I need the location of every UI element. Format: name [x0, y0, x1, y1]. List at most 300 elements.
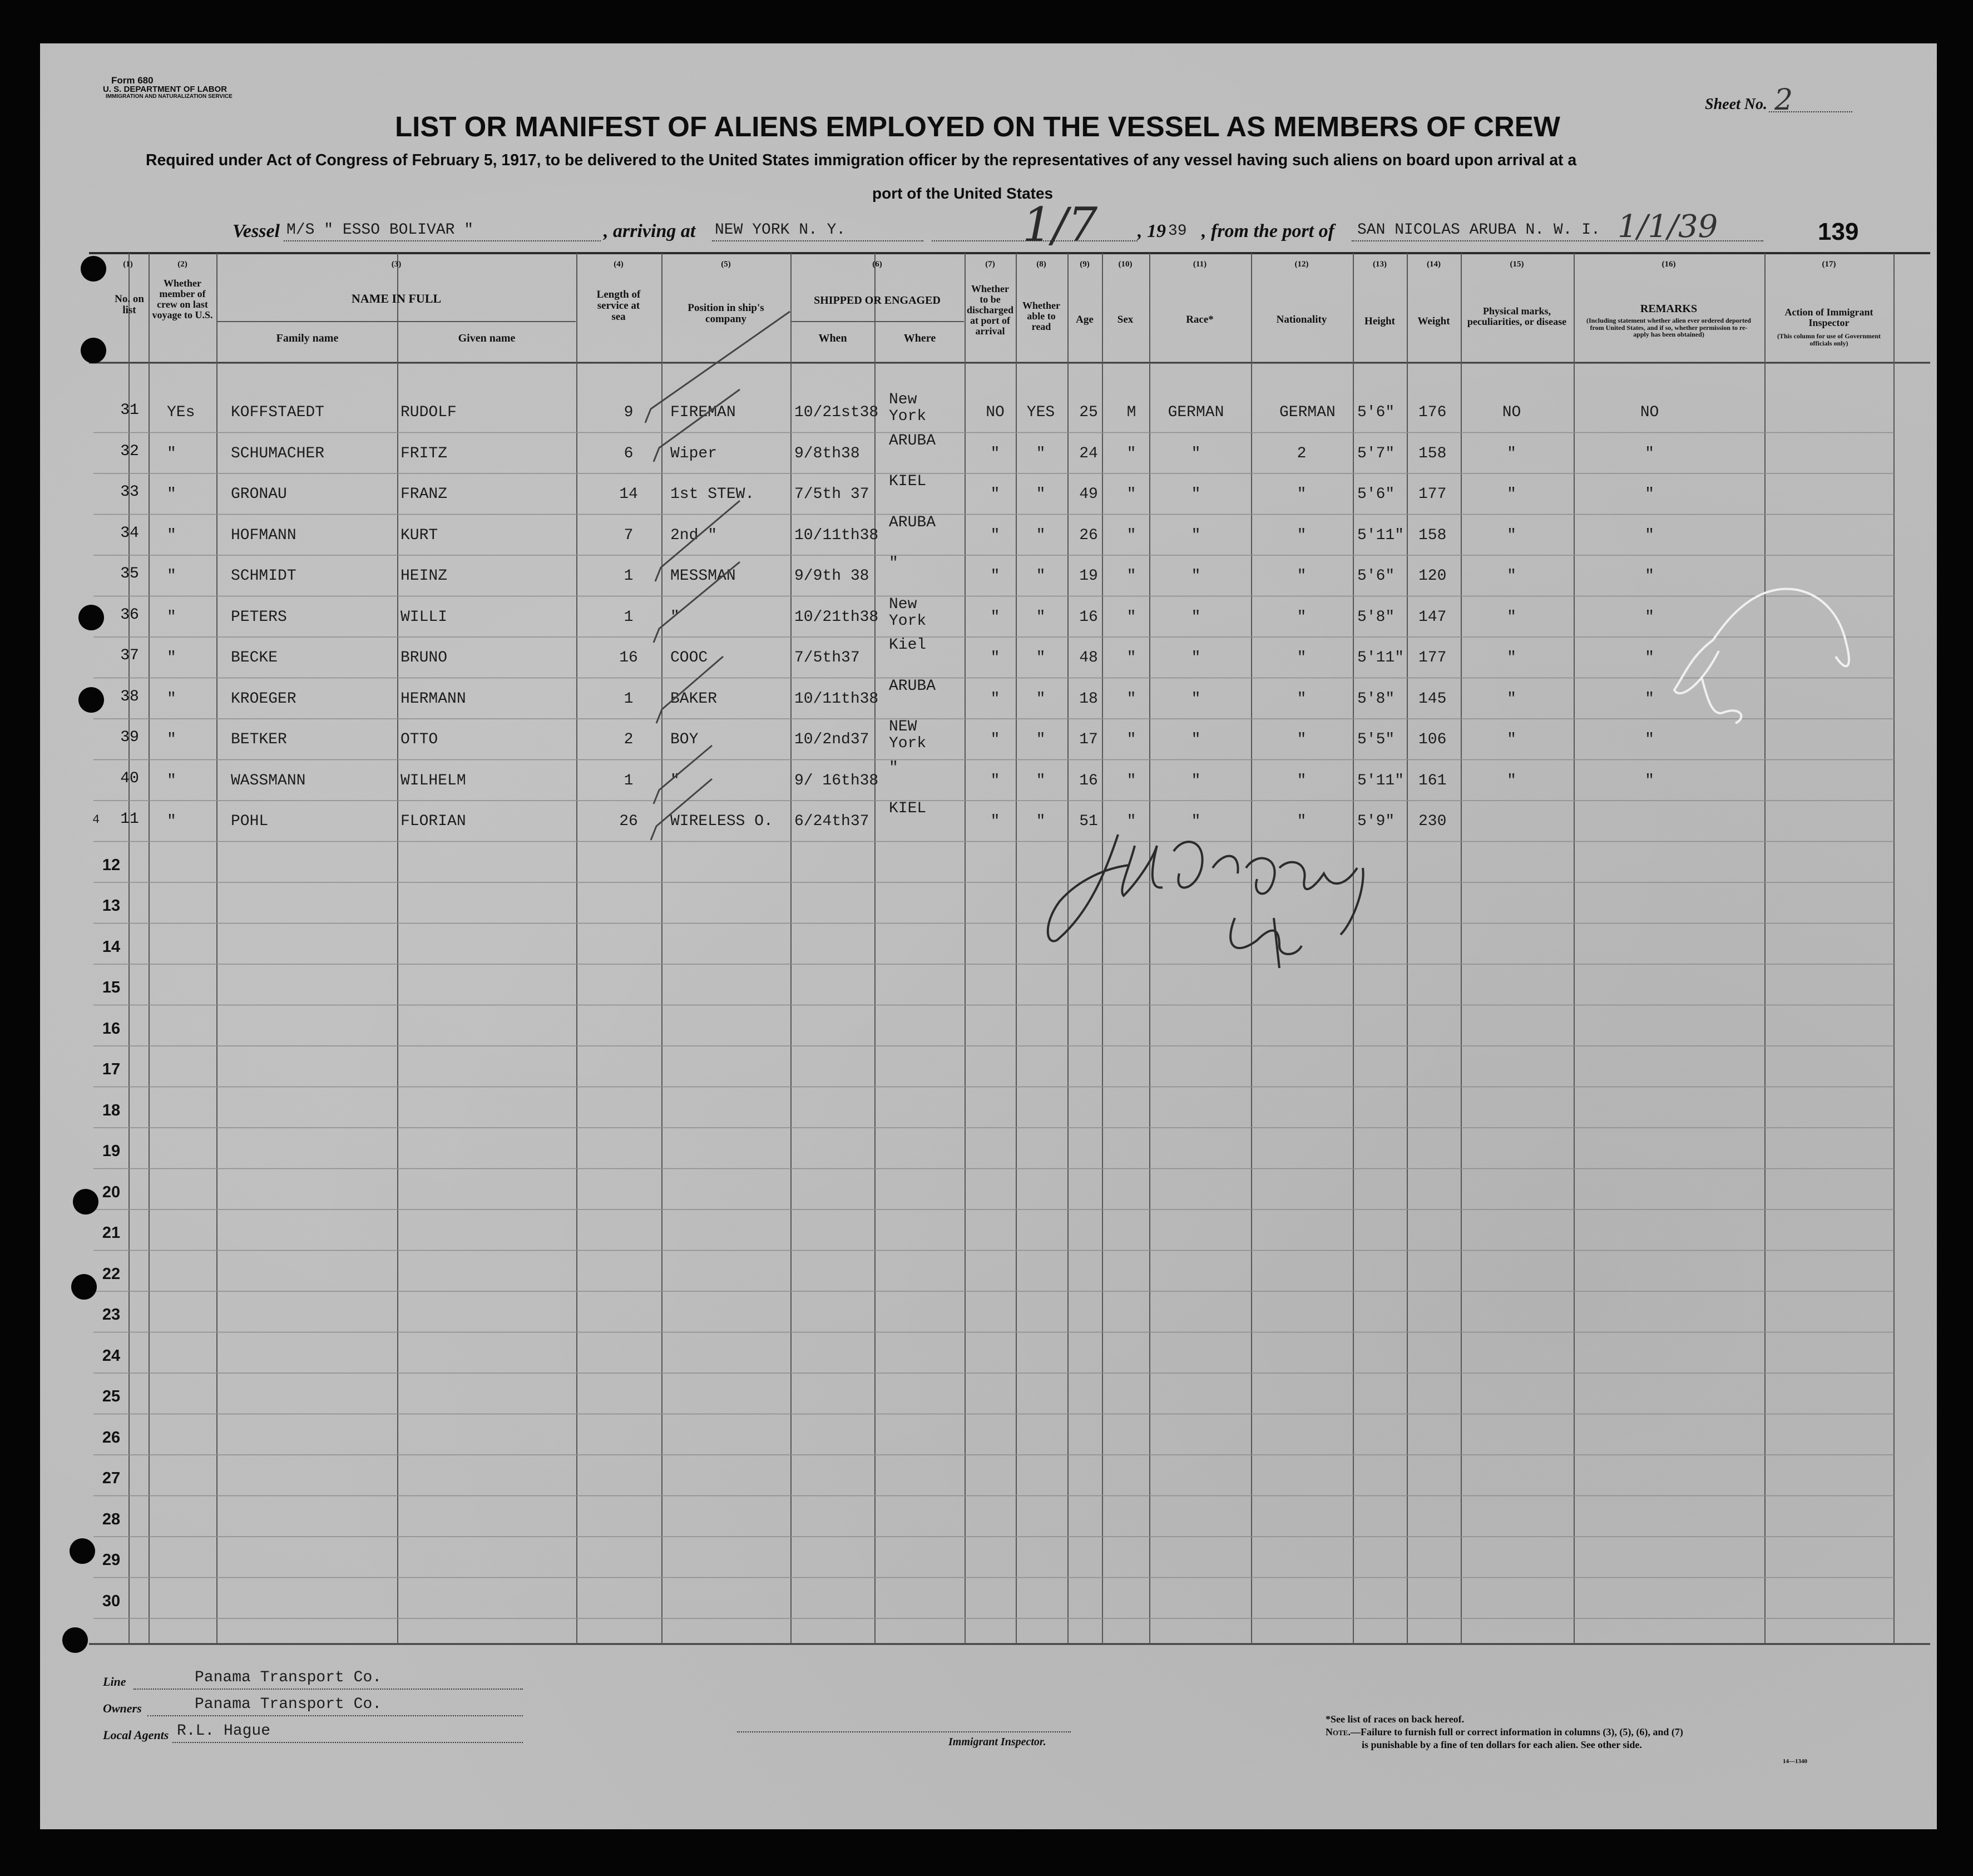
- empty-row-number: 25: [102, 1388, 121, 1405]
- cell-discharged: ": [990, 567, 1000, 585]
- cell-marks: ": [1507, 690, 1516, 708]
- cell-nationality: ": [1297, 772, 1307, 789]
- cell-weight: 161: [1418, 772, 1447, 789]
- col12-num: (12): [1294, 260, 1309, 269]
- col9-num: (9): [1080, 260, 1090, 269]
- owners-value: Panama Transport Co.: [195, 1696, 382, 1713]
- cell-given: FLORIAN: [400, 813, 466, 830]
- arrival-date-handwritten: 1/7: [1022, 198, 1098, 252]
- chalk-scribble: [1674, 589, 1849, 723]
- cell-weight: 158: [1418, 526, 1447, 544]
- col15-num: (15): [1510, 260, 1524, 269]
- col11-label: Race*: [1186, 314, 1214, 325]
- cell-family: BECKE: [231, 649, 278, 667]
- cell-height: 5'11": [1357, 526, 1405, 544]
- cell-nationality: ": [1297, 608, 1307, 626]
- col14-num: (14): [1427, 260, 1441, 269]
- punch-hole: [73, 1189, 98, 1215]
- row-number: 33: [120, 483, 139, 501]
- col10-num: (10): [1118, 260, 1133, 269]
- cell-nationality: ": [1297, 690, 1307, 708]
- cell-when: 7/5th37: [794, 649, 860, 667]
- cell-family: GRONAU: [231, 486, 287, 503]
- cell-nationality: ": [1297, 486, 1307, 503]
- cell-race: ": [1191, 486, 1201, 503]
- cell-height: 5'11": [1357, 649, 1405, 667]
- cell-family: KROEGER: [231, 690, 296, 708]
- arrival-port: NEW YORK N. Y.: [715, 221, 846, 239]
- cell-prev: ": [167, 526, 176, 544]
- col4-label: Length of service at sea: [596, 289, 641, 323]
- cell-weight: 147: [1418, 608, 1447, 626]
- cell-prev: YEs: [167, 404, 195, 421]
- cell-race: GERMAN: [1168, 404, 1224, 421]
- races-note: *See list of races on back hereof.: [1326, 1714, 1465, 1725]
- row-number: 40: [120, 769, 139, 787]
- cell-marks: ": [1507, 567, 1516, 585]
- department-name: U. S. DEPARTMENT OF LABOR: [103, 85, 228, 94]
- cell-sex: ": [1126, 649, 1136, 667]
- cell-weight: 120: [1418, 567, 1447, 585]
- col10-label: Sex: [1117, 314, 1134, 325]
- cell-given: OTTO: [400, 731, 438, 748]
- cell-where: KIEL: [889, 800, 927, 817]
- row-number: 35: [120, 565, 139, 582]
- cell-read: ": [1036, 608, 1046, 626]
- cell-race: ": [1191, 608, 1201, 626]
- col3-given: Given name: [458, 332, 516, 344]
- punch-hole: [81, 338, 106, 363]
- line-value: Panama Transport Co.: [195, 1669, 382, 1686]
- cell-marks: ": [1507, 772, 1516, 789]
- cell-sex: M: [1126, 404, 1136, 421]
- year-prefix: , 19: [1138, 221, 1166, 241]
- row-number: 11: [120, 811, 139, 828]
- empty-row-number: 21: [102, 1224, 121, 1242]
- cell-race: ": [1191, 731, 1201, 748]
- row-number: 31: [120, 402, 139, 419]
- inspector-signature: [1048, 835, 1363, 968]
- row-number: 39: [120, 729, 139, 746]
- cell-service: 16: [619, 649, 638, 667]
- cell-height: 5'11": [1357, 772, 1405, 789]
- col7-num: (7): [985, 260, 995, 269]
- cell-weight: 230: [1418, 813, 1447, 830]
- cell-read: ": [1036, 649, 1046, 667]
- row-number: 34: [120, 524, 139, 542]
- cell-marks: ": [1507, 526, 1516, 544]
- cell-position: ": [670, 608, 680, 626]
- cell-remarks: ": [1645, 567, 1654, 585]
- cell-family: SCHMIDT: [231, 567, 296, 585]
- cell-when: 9/9th 38: [794, 567, 869, 585]
- cell-position: COOC: [670, 649, 708, 667]
- cell-age: 48: [1079, 649, 1098, 667]
- cell-given: BRUNO: [400, 649, 448, 667]
- cell-service: 6: [624, 445, 634, 462]
- empty-row-number: 13: [102, 897, 121, 915]
- col3-num: (3): [391, 260, 402, 269]
- cell-prev: ": [167, 649, 176, 667]
- cell-sex: ": [1126, 567, 1136, 585]
- cell-marks: ": [1507, 445, 1516, 462]
- cell-position: 2nd ": [670, 526, 718, 544]
- cell-sex: ": [1126, 813, 1136, 830]
- cell-given: FRANZ: [400, 486, 448, 503]
- year-value: 39: [1168, 223, 1187, 240]
- check-mark: [655, 501, 740, 581]
- cell-weight: 145: [1418, 690, 1447, 708]
- empty-row-number: 20: [102, 1183, 121, 1201]
- cell-race: ": [1191, 649, 1201, 667]
- col4-num: (4): [614, 260, 624, 269]
- check-mark: [654, 562, 740, 643]
- cell-discharged: ": [990, 813, 1000, 830]
- cell-race: ": [1191, 690, 1201, 708]
- col6-label: SHIPPED OR ENGAGED: [814, 294, 941, 307]
- col6-where: Where: [903, 332, 936, 344]
- cell-family: WASSMANN: [231, 772, 306, 789]
- punch-hole: [78, 687, 104, 713]
- cell-sex: ": [1126, 526, 1136, 544]
- cell-position: FIREMAN: [670, 404, 736, 421]
- cell-read: ": [1036, 813, 1046, 830]
- cell-discharged: ": [990, 772, 1000, 789]
- col12-label: Nationality: [1276, 314, 1327, 325]
- col17-num: (17): [1822, 260, 1836, 269]
- cell-prev: ": [167, 813, 176, 830]
- col16-note: (Including statement whether alien ever ordered deported from United States, and if so, whether permission to re-apply has been obtained): [1586, 317, 1751, 339]
- cell-marks: ": [1507, 486, 1516, 503]
- stamp-number: 139: [1818, 218, 1859, 245]
- cell-position: ": [670, 772, 680, 789]
- cell-discharged: ": [990, 526, 1000, 544]
- cell-where: NEW York: [889, 718, 927, 752]
- from-port: SAN NICOLAS ARUBA N. W. I.: [1357, 221, 1600, 239]
- sheet-label: Sheet No.: [1705, 96, 1767, 113]
- col9-label: Age: [1076, 314, 1094, 325]
- cell-service: 1: [624, 772, 634, 789]
- cell-age: 49: [1079, 486, 1098, 503]
- cell-where: Kiel: [889, 636, 927, 654]
- arriving-label: , arriving at: [604, 221, 696, 241]
- cell-nationality: ": [1297, 649, 1307, 667]
- cell-height: 5'6": [1357, 486, 1395, 503]
- cell-remarks: ": [1645, 608, 1654, 626]
- departure-date-handwritten: 1/1/39: [1618, 209, 1718, 245]
- cell-weight: 106: [1418, 731, 1447, 748]
- cell-read: ": [1036, 445, 1046, 462]
- cell-given: FRITZ: [400, 445, 448, 462]
- cell-remarks: ": [1645, 486, 1654, 503]
- cell-service: 1: [624, 690, 634, 708]
- cell-marks: NO: [1502, 404, 1521, 421]
- cell-discharged: ": [990, 731, 1000, 748]
- cell-age: 18: [1079, 690, 1098, 708]
- cell-race: ": [1191, 813, 1201, 830]
- cell-age: 25: [1079, 404, 1098, 421]
- row-number: 37: [120, 647, 139, 664]
- cell-remarks: ": [1645, 649, 1654, 667]
- cell-age: 19: [1079, 567, 1098, 585]
- col8-num: (8): [1036, 260, 1046, 269]
- cell-prev: ": [167, 608, 176, 626]
- cell-where: New York: [889, 391, 927, 425]
- col11-num: (11): [1193, 260, 1207, 269]
- cell-when: 10/11th38: [794, 526, 879, 544]
- cell-height: 5'5": [1357, 731, 1395, 748]
- cell-position: Wiper: [670, 445, 718, 462]
- cell-read: ": [1036, 486, 1046, 503]
- cell-read: ": [1036, 772, 1046, 789]
- cell-when: 10/11th38: [794, 690, 879, 708]
- cell-when: 10/21st38: [794, 404, 879, 421]
- cell-sex: ": [1126, 731, 1136, 748]
- check-marks: [645, 312, 790, 840]
- col6-num: (6): [872, 260, 882, 269]
- cell-weight: 177: [1418, 649, 1447, 667]
- cell-service: 1: [624, 608, 634, 626]
- cell-prev: ": [167, 731, 176, 748]
- cell-read: ": [1036, 526, 1046, 544]
- cell-service: 9: [624, 404, 634, 421]
- col8-label: Whether able to read: [1022, 300, 1060, 332]
- cell-family: KOFFSTAEDT: [231, 404, 325, 421]
- empty-row-number: 14: [102, 937, 121, 956]
- check-mark: [656, 656, 723, 723]
- cell-when: 6/24th37: [794, 813, 869, 830]
- row-number: 32: [120, 442, 139, 460]
- col6-when: When: [818, 332, 847, 344]
- line-label: Line: [103, 1675, 126, 1689]
- col1-num: (1): [123, 260, 133, 269]
- empty-row-number: 29: [102, 1551, 121, 1569]
- cell-height: 5'8": [1357, 690, 1395, 708]
- col2-num: (2): [177, 260, 187, 269]
- line-underline: [133, 1689, 523, 1690]
- cell-height: 5'9": [1357, 813, 1395, 830]
- cell-sex: ": [1126, 690, 1136, 708]
- cell-age: 24: [1079, 445, 1098, 462]
- cell-read: ": [1036, 731, 1046, 748]
- empty-row-number: 26: [102, 1428, 121, 1447]
- cell-nationality: GERMAN: [1279, 404, 1336, 421]
- cell-weight: 158: [1418, 445, 1447, 462]
- cell-height: 5'6": [1357, 404, 1395, 421]
- col1-label: No. on list: [115, 293, 144, 316]
- cell-weight: 177: [1418, 486, 1447, 503]
- print-code: 14—1340: [1783, 1758, 1807, 1765]
- punch-hole: [78, 605, 104, 630]
- cell-discharged: ": [990, 445, 1000, 462]
- cell-where: ": [889, 759, 898, 777]
- row-number: 38: [120, 688, 139, 705]
- col17-label: Action of Immigrant Inspector: [1784, 307, 1873, 328]
- cell-service: 14: [619, 486, 638, 503]
- col3-family: Family name: [276, 332, 339, 344]
- inspector-signature-line: [737, 1731, 1071, 1732]
- cell-prev: ": [167, 445, 176, 462]
- cell-remarks: ": [1645, 445, 1654, 462]
- service-name: IMMIGRATION AND NATURALIZATION SERVICE: [106, 93, 233, 100]
- cell-nationality: ": [1297, 731, 1307, 748]
- col13-num: (13): [1373, 260, 1387, 269]
- page-title: LIST OR MANIFEST OF ALIENS EMPLOYED ON THE VESSEL AS MEMBERS OF CREW: [395, 111, 1560, 142]
- cell-marks: ": [1507, 649, 1516, 667]
- punch-hole: [81, 256, 106, 282]
- cell-discharged: ": [990, 608, 1000, 626]
- cell-family: HOFMANN: [231, 526, 296, 544]
- check-mark: [654, 746, 712, 804]
- note-label: Note.: [1326, 1726, 1351, 1737]
- sheet-number: 2: [1774, 83, 1793, 117]
- cell-prev: ": [167, 690, 176, 708]
- cell-when: 10/21th38: [794, 608, 879, 626]
- agents-label: Local Agents: [103, 1728, 169, 1742]
- subtitle-line-2: port of the United States: [872, 185, 1054, 202]
- cell-given: KURT: [400, 526, 438, 544]
- cell-read: ": [1036, 567, 1046, 585]
- cell-given: RUDOLF: [400, 404, 457, 421]
- cell-position: BAKER: [670, 690, 718, 708]
- col16-num: (16): [1662, 260, 1676, 269]
- cell-sex: ": [1126, 608, 1136, 626]
- cell-given: WILHELM: [400, 772, 466, 789]
- cell-age: 51: [1079, 813, 1098, 830]
- cell-prev: ": [167, 486, 176, 503]
- cell-race: ": [1191, 567, 1201, 585]
- cell-family: POHL: [231, 813, 269, 830]
- punch-hole: [71, 1274, 97, 1300]
- agents-value: R.L. Hague: [177, 1722, 271, 1740]
- cell-height: 5'8": [1357, 608, 1395, 626]
- cell-sex: ": [1126, 772, 1136, 789]
- col14-label: Weight: [1417, 315, 1450, 327]
- cell-nationality: ": [1297, 526, 1307, 544]
- cell-service: 7: [624, 526, 634, 544]
- cell-service: 1: [624, 567, 634, 585]
- agents-underline: [172, 1742, 523, 1743]
- empty-row-number: 22: [102, 1265, 121, 1283]
- cell-position: MESSMAN: [670, 567, 736, 585]
- cell-prev: ": [167, 772, 176, 789]
- cell-given: HERMANN: [400, 690, 466, 708]
- punch-hole: [70, 1538, 95, 1564]
- cell-remarks: ": [1645, 772, 1654, 789]
- subtitle-line-1: Required under Act of Congress of February 5, 1917, to be delivered to the United States immigration officer by the representatives of any vessel having such aliens on board upon arrival at a: [146, 151, 1577, 169]
- cell-age: 26: [1079, 526, 1098, 544]
- vessel-name: M/S " ESSO BOLIVAR ": [286, 221, 474, 239]
- note-line-2: is punishable by a fine of ten dollars for each alien. See other side.: [1362, 1739, 1642, 1750]
- penalty-note: [1326, 1726, 1683, 1738]
- punch-hole: [62, 1627, 88, 1653]
- cell-remarks: NO: [1640, 404, 1659, 421]
- cell-when: 10/2nd37: [794, 731, 869, 748]
- from-port-label: , from the port of: [1201, 221, 1334, 241]
- cell-given: HEINZ: [400, 567, 448, 585]
- empty-row-number: 18: [102, 1101, 121, 1119]
- cell-where: ": [889, 555, 898, 572]
- cell-nationality: ": [1297, 567, 1307, 585]
- row-number: 36: [120, 606, 139, 624]
- cell-sex: ": [1126, 486, 1136, 503]
- cell-given: WILLI: [400, 608, 448, 626]
- cell-weight: 176: [1418, 404, 1447, 421]
- cell-discharged: ": [990, 690, 1000, 708]
- cell-service: 26: [619, 813, 638, 830]
- cell-read: YES: [1026, 404, 1055, 421]
- empty-row-number: 27: [102, 1469, 121, 1487]
- cell-nationality: ": [1297, 813, 1307, 830]
- cell-remarks: ": [1645, 690, 1654, 708]
- cell-where: ARUBA: [889, 432, 936, 450]
- cell-marks: ": [1507, 608, 1516, 626]
- col15-label: Physical marks, peculiarities, or disease: [1467, 305, 1567, 327]
- col7-label: Whether to be discharged at port of arrival: [966, 283, 1013, 337]
- cell-marks: ": [1507, 731, 1516, 748]
- cell-discharged: NO: [986, 404, 1005, 421]
- cell-where: ARUBA: [889, 514, 936, 531]
- form-number: Form 680: [111, 75, 154, 86]
- empty-row-number: 16: [102, 1019, 121, 1038]
- check-mark: [654, 389, 740, 462]
- col5-num: (5): [721, 260, 731, 269]
- cell-discharged: ": [990, 486, 1000, 503]
- cell-race: ": [1191, 772, 1201, 789]
- cell-age: 17: [1079, 731, 1098, 748]
- col3-label: NAME IN FULL: [351, 292, 442, 305]
- cell-family: SCHUMACHER: [231, 445, 325, 462]
- empty-row-number: 28: [102, 1510, 121, 1528]
- col17-note: (This column for use of Government officials only): [1777, 332, 1881, 347]
- margin-mark: 4: [92, 813, 100, 827]
- cell-age: 16: [1079, 772, 1098, 789]
- vessel-label: Vessel: [233, 221, 280, 241]
- cell-remarks: ": [1645, 526, 1654, 544]
- col5-label: Position in ship's company: [688, 302, 764, 325]
- owners-underline: [147, 1715, 523, 1716]
- cell-read: ": [1036, 690, 1046, 708]
- cell-when: 9/8th38: [794, 445, 860, 462]
- empty-row-number: 23: [102, 1306, 121, 1324]
- cell-prev: ": [167, 567, 176, 585]
- cell-race: ": [1191, 526, 1201, 544]
- cell-discharged: ": [990, 649, 1000, 667]
- cell-sex: ": [1126, 445, 1136, 462]
- cell-position: WIRELESS O.: [670, 813, 773, 830]
- cell-family: BETKER: [231, 731, 287, 748]
- col2-label: Whether member of crew on last voyage to U.S.: [152, 278, 213, 320]
- cell-remarks: ": [1645, 731, 1654, 748]
- cell-race: ": [1191, 445, 1201, 462]
- cell-height: 5'7": [1357, 445, 1395, 462]
- cell-nationality: 2: [1297, 445, 1307, 462]
- empty-row-number: 17: [102, 1060, 121, 1078]
- cell-where: New York: [889, 595, 927, 630]
- inspector-label: Immigrant Inspector.: [948, 1736, 1046, 1748]
- empty-row-number: 19: [102, 1142, 121, 1160]
- cell-age: 16: [1079, 608, 1098, 626]
- empty-row-number: 24: [102, 1346, 121, 1365]
- cell-service: 2: [624, 731, 634, 748]
- check-mark: [651, 779, 712, 840]
- empty-row-number: 15: [102, 979, 121, 996]
- cell-when: 7/5th 37: [794, 486, 869, 503]
- cell-when: 9/ 16th38: [794, 772, 879, 789]
- col16-label: REMARKS: [1640, 303, 1698, 315]
- cell-position: 1st STEW.: [670, 486, 755, 503]
- cell-height: 5'6": [1357, 567, 1395, 585]
